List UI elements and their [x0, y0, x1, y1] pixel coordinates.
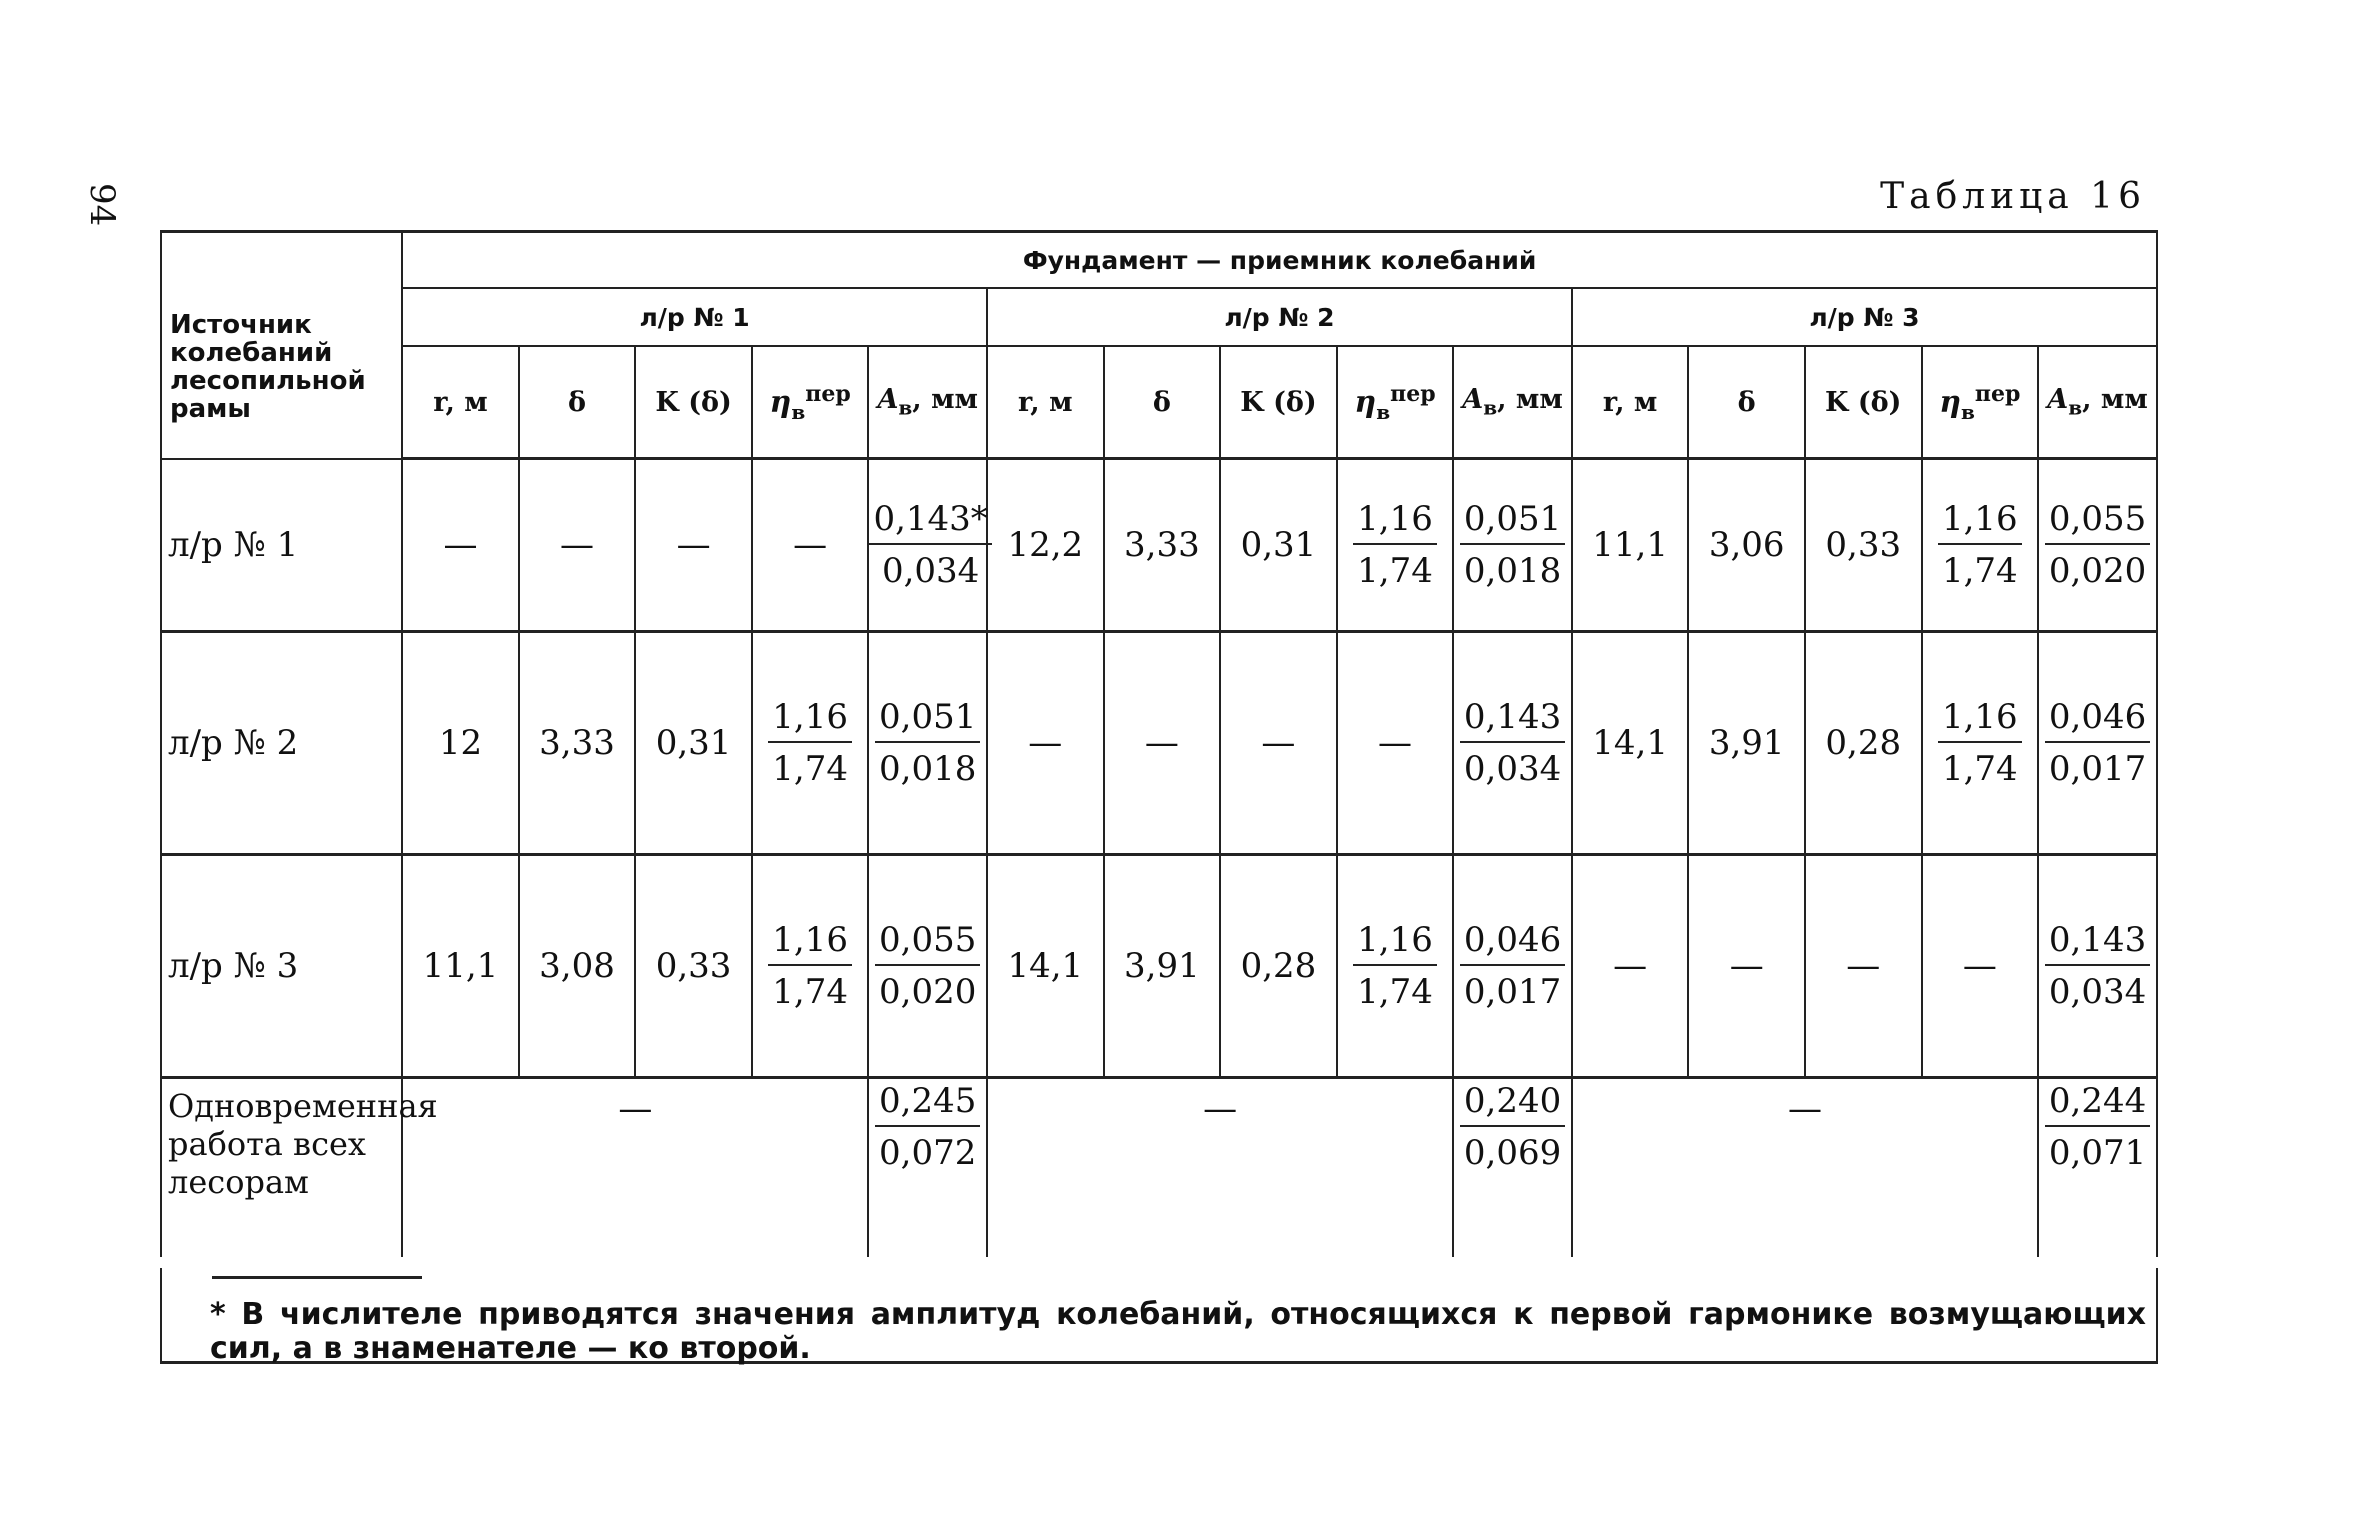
cell-k: 0,33: [635, 855, 752, 1078]
row-label: л/р № 3: [161, 855, 402, 1078]
eta-base: η: [1939, 384, 1962, 420]
cell-delta: 3,91: [1104, 855, 1221, 1078]
fraction-denominator: 0,069: [1463, 1133, 1562, 1173]
cell-delta: 3,08: [519, 855, 636, 1078]
amplitude-symbol: [1462, 384, 1498, 420]
row-label: л/р № 2: [161, 632, 402, 855]
group-header-row: [161, 288, 2157, 346]
dash-value: —: [618, 1089, 653, 1129]
eta-superscript: пер: [1390, 380, 1436, 407]
fraction-numerator: 1,16: [1938, 499, 2022, 545]
fraction-numerator: 0,046: [1460, 920, 1565, 966]
row-label: л/р № 1: [161, 459, 402, 632]
col-header-amplitude: [1453, 346, 1572, 459]
col-header-amplitude: [2038, 346, 2157, 459]
amplitude-unit: , мм: [2082, 384, 2148, 416]
amplitude-fraction: [1460, 920, 1565, 1012]
merged-cell: [987, 1078, 1453, 1258]
cell-r: —: [987, 632, 1104, 855]
eta-subscript: в: [791, 399, 806, 424]
eta-fraction: [1353, 920, 1437, 1012]
fraction-denominator: 0,018: [879, 749, 977, 789]
col-header-k-label: K (δ): [1240, 386, 1317, 418]
fraction-numerator: 0,245: [875, 1081, 980, 1127]
fraction-numerator: 1,16: [1353, 499, 1437, 545]
cell-r: 12: [402, 632, 519, 855]
cell-amplitude: [2038, 632, 2157, 855]
cell-eta: [752, 632, 869, 855]
cell-delta: —: [1688, 855, 1805, 1078]
fraction-numerator: 0,055: [875, 920, 980, 966]
cell-amplitude: [2038, 459, 2157, 632]
col-header-delta: [1104, 346, 1221, 459]
amplitude-fraction: [875, 920, 980, 1012]
amplitude-fraction: [1460, 697, 1565, 789]
col-header-delta: [519, 346, 636, 459]
col-header-delta-label: δ: [1737, 386, 1756, 418]
table-caption: Таблица 16: [1880, 176, 2146, 217]
fraction-numerator: 0,143*: [869, 499, 991, 545]
amplitude-subscript: в: [1483, 395, 1498, 420]
cell-r: 14,1: [987, 855, 1104, 1078]
amplitude-symbol: [877, 384, 913, 420]
fraction-denominator: 1,74: [1357, 551, 1433, 591]
dash-value: —: [1787, 1089, 1822, 1129]
eta-symbol: [1939, 380, 2021, 424]
merged-cell: [1572, 1078, 2038, 1258]
cell-amplitude: [1453, 855, 1572, 1078]
row-label: Одновременная работа всех лесорам: [161, 1078, 402, 1258]
cell-k: —: [635, 459, 752, 632]
cell-r: 11,1: [1572, 459, 1689, 632]
fraction-denominator: 0,020: [2048, 551, 2147, 591]
col-header-delta: [1688, 346, 1805, 459]
amplitude-subscript: в: [898, 395, 913, 420]
cell-amplitude: [868, 632, 987, 855]
col-header-k: [635, 346, 752, 459]
dash-value: —: [1203, 1089, 1238, 1129]
col-header-r-label: r, м: [1602, 386, 1658, 418]
cell-delta: 3,33: [1104, 459, 1221, 632]
amplitude-fraction: [2045, 1079, 2150, 1173]
eta-superscript: пер: [1974, 380, 2021, 407]
cell-r: 12,2: [987, 459, 1104, 632]
fraction-denominator: 0,017: [2048, 749, 2147, 789]
fraction-denominator: 0,034: [881, 551, 980, 591]
fraction-denominator: 0,017: [1463, 972, 1562, 1012]
cell-delta: —: [519, 459, 636, 632]
eta-fraction: [1938, 499, 2022, 591]
cell-k: 0,31: [635, 632, 752, 855]
table-row: [161, 459, 2157, 632]
col-header-delta-label: δ: [1152, 386, 1171, 418]
cell-amplitude: [868, 855, 987, 1078]
cell-amplitude: [1453, 459, 1572, 632]
eta-base: η: [1354, 384, 1377, 420]
fraction-numerator: 0,143: [2045, 920, 2150, 966]
cell-eta: [1337, 855, 1454, 1078]
cell-amplitude: [2038, 1078, 2157, 1258]
fraction-denominator: 0,020: [879, 972, 977, 1012]
fraction-numerator: 0,046: [2045, 697, 2150, 743]
cell-amplitude: [2038, 855, 2157, 1078]
footnote-rule: [212, 1276, 422, 1279]
group-header-lr1: л/р № 1: [402, 288, 987, 346]
col-header-eta: [1337, 346, 1454, 459]
col-header-eta: [1922, 346, 2039, 459]
amplitude-fraction: [869, 499, 991, 591]
eta-symbol: [1354, 380, 1436, 424]
amplitude-fraction: [1460, 499, 1565, 591]
fraction-numerator: 0,051: [1460, 499, 1565, 545]
eta-fraction: [768, 920, 852, 1012]
col-header-eta: [752, 346, 869, 459]
cell-r: —: [1572, 855, 1689, 1078]
amplitude-unit: , мм: [912, 384, 979, 416]
page-number: 94: [82, 183, 122, 227]
cell-k: 0,33: [1805, 459, 1922, 632]
fraction-denominator: 1,74: [1941, 551, 2018, 591]
table-row: [161, 855, 2157, 1078]
cell-delta: 3,33: [519, 632, 636, 855]
fraction-numerator: 1,16: [768, 697, 852, 743]
fraction-numerator: 0,143: [1460, 697, 1565, 743]
fraction-denominator: 0,034: [1463, 749, 1562, 789]
fraction-denominator: 0,018: [1463, 551, 1562, 591]
fraction-numerator: 1,16: [1938, 697, 2022, 743]
fraction-denominator: 1,74: [1941, 749, 2018, 789]
merged-cell: [402, 1078, 868, 1258]
source-header: Источник колебаний лесопильной рамы: [161, 232, 402, 459]
col-header-r: [1572, 346, 1689, 459]
cell-eta: —: [1337, 632, 1454, 855]
group-header-lr2: л/р № 2: [987, 288, 1572, 346]
amplitude-fraction: [2045, 920, 2150, 1012]
fraction-denominator: 0,034: [2048, 972, 2147, 1012]
table-row: [161, 632, 2157, 855]
amplitude-unit: , мм: [1497, 384, 1563, 416]
cell-r: 14,1: [1572, 632, 1689, 855]
amplitude-base: A: [1462, 384, 1484, 416]
fraction-numerator: 0,244: [2045, 1081, 2150, 1127]
fraction-denominator: 1,74: [772, 972, 848, 1012]
column-header-row: [161, 346, 2157, 459]
amplitude-base: A: [877, 384, 899, 416]
fraction-denominator: 1,74: [1357, 972, 1433, 1012]
cell-delta: —: [1104, 632, 1221, 855]
col-header-k-label: K (δ): [1825, 386, 1902, 418]
fraction-denominator: 0,071: [2048, 1133, 2147, 1173]
cell-eta: [752, 855, 869, 1078]
table-row: [161, 1078, 2157, 1258]
cell-eta: —: [1922, 855, 2039, 1078]
amplitude-base: A: [2047, 384, 2069, 416]
footnote-block: [160, 1268, 2158, 1364]
cell-amplitude: [1453, 632, 1572, 855]
cell-eta: [1922, 459, 2039, 632]
vibration-table: [160, 230, 2158, 1257]
eta-subscript: в: [1376, 399, 1391, 424]
amplitude-symbol: [2047, 384, 2083, 420]
cell-k: 0,28: [1805, 632, 1922, 855]
cell-amplitude: [868, 1078, 987, 1258]
amplitude-fraction: [2045, 697, 2150, 789]
cell-delta: 3,06: [1688, 459, 1805, 632]
cell-amplitude: [1453, 1078, 1572, 1258]
eta-superscript: пер: [805, 380, 851, 407]
eta-fraction: [1938, 697, 2022, 789]
col-header-r-label: r, м: [433, 386, 488, 418]
eta-base: η: [769, 384, 792, 420]
cell-delta: 3,91: [1688, 632, 1805, 855]
cell-k: 0,28: [1220, 855, 1337, 1078]
fraction-numerator: 0,055: [2045, 499, 2150, 545]
foundation-header: Фундамент — приемник колебаний: [402, 232, 2157, 289]
amplitude-fraction: [875, 1079, 980, 1173]
fraction-numerator: 1,16: [768, 920, 852, 966]
fraction-denominator: 0,072: [879, 1133, 977, 1173]
fraction-numerator: 0,051: [875, 697, 980, 743]
amplitude-fraction: [875, 697, 980, 789]
fraction-numerator: 1,16: [1353, 920, 1437, 966]
table-body: [161, 459, 2157, 1258]
fraction-numerator: 0,240: [1460, 1081, 1565, 1127]
col-header-k-label: K (δ): [655, 386, 732, 418]
cell-eta: [1922, 632, 2039, 855]
col-header-amplitude: [868, 346, 987, 459]
cell-eta: —: [752, 459, 869, 632]
cell-amplitude: [868, 459, 987, 632]
cell-k: 0,31: [1220, 459, 1337, 632]
eta-fraction: [768, 697, 852, 789]
col-header-delta-label: δ: [568, 386, 587, 418]
amplitude-fraction: [1460, 1079, 1565, 1173]
col-header-r: [402, 346, 519, 459]
eta-symbol: [769, 380, 851, 424]
col-header-r-label: r, м: [1018, 386, 1073, 418]
cell-r: —: [402, 459, 519, 632]
cell-k: —: [1220, 632, 1337, 855]
group-header-lr3: л/р № 3: [1572, 288, 2157, 346]
fraction-denominator: 1,74: [772, 749, 848, 789]
eta-fraction: [1353, 499, 1437, 591]
cell-r: 11,1: [402, 855, 519, 1078]
amplitude-fraction: [2045, 499, 2150, 591]
table-container: [160, 230, 2158, 1257]
eta-subscript: в: [1961, 399, 1975, 424]
cell-eta: [1337, 459, 1454, 632]
amplitude-subscript: в: [2068, 395, 2083, 420]
footnote-text: * В числителе приводятся значения амплитуд колебаний, относящихся к первой гармонике возмущающих сил, а в знаменателе — ко второй.: [210, 1297, 2146, 1366]
col-header-k: [1220, 346, 1337, 459]
cell-k: —: [1805, 855, 1922, 1078]
col-header-k: [1805, 346, 1922, 459]
col-header-r: [987, 346, 1104, 459]
